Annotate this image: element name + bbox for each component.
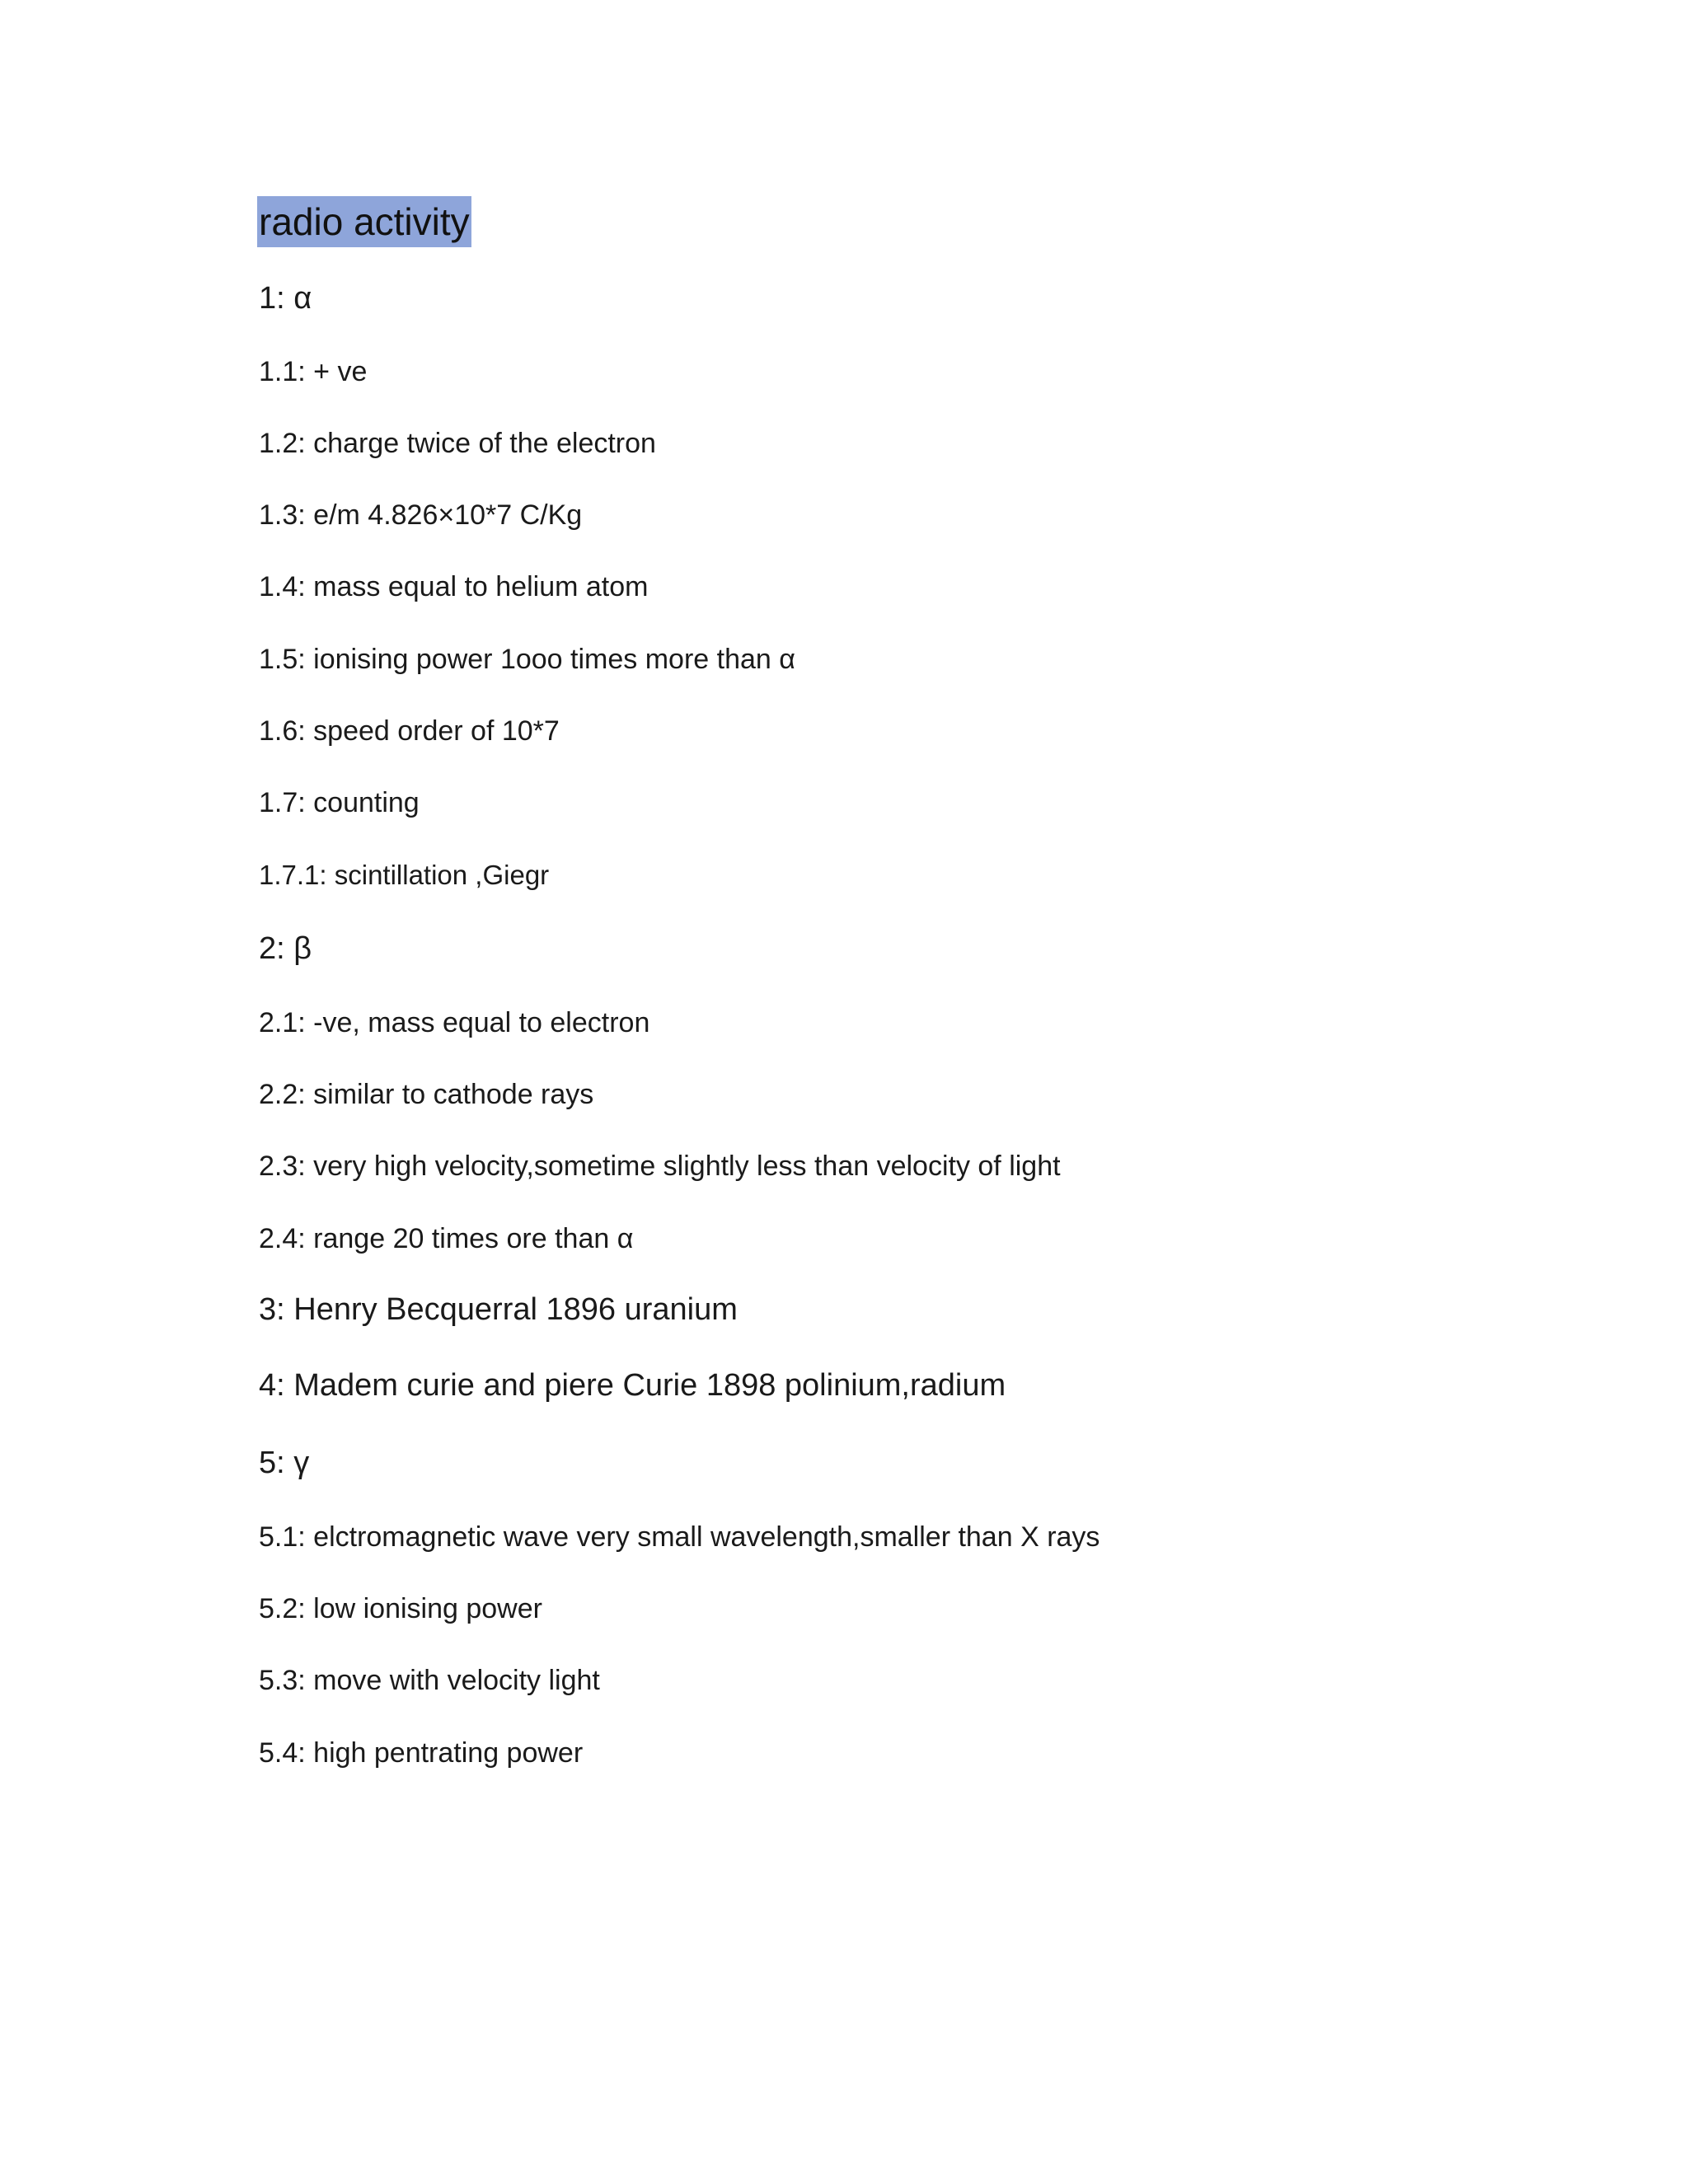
- outline-item-2-2: 2.2: similar to cathode rays: [259, 1079, 594, 1110]
- outline-item-1: 1: α: [259, 281, 312, 316]
- outline-item-2-1: 2.1: -ve, mass equal to electron: [259, 1007, 650, 1038]
- outline-item-5-2: 5.2: low ionising power: [259, 1593, 542, 1624]
- outline-item-1-4: 1.4: mass equal to helium atom: [259, 571, 649, 602]
- outline-item-1-6: 1.6: speed order of 10*7: [259, 715, 560, 747]
- document-title[interactable]: radio activity: [257, 196, 471, 247]
- outline-item-4: 4: Madem curie and piere Curie 1898 polinium,radium: [259, 1368, 1006, 1403]
- outline-item-2-4: 2.4: range 20 times ore than α: [259, 1223, 634, 1254]
- outline-item-5-3: 5.3: move with velocity light: [259, 1665, 600, 1696]
- outline-item-5-4: 5.4: high pentrating power: [259, 1737, 584, 1769]
- outline-item-1-7-1: 1.7.1: scintillation ,Giegr: [259, 860, 550, 890]
- outline-item-3: 3: Henry Becquerral 1896 uranium: [259, 1292, 738, 1327]
- outline-item-1-2: 1.2: charge twice of the electron: [259, 428, 656, 459]
- outline-item-5-1: 5.1: elctromagnetic wave very small wavelength,smaller than X rays: [259, 1521, 1100, 1553]
- outline-item-2-3: 2.3: very high velocity,sometime slightly less than velocity of light: [259, 1151, 1061, 1182]
- outline-item-1-3: 1.3: e/m 4.826×10*7 C/Kg: [259, 499, 583, 531]
- outline-item-1-5: 1.5: ionising power 1ooo times more than α: [259, 644, 795, 675]
- outline-item-2: 2: β: [259, 931, 312, 966]
- outline-item-1-1: 1.1: + ve: [259, 356, 368, 387]
- outline-item-1-7: 1.7: counting: [259, 787, 420, 818]
- outline-item-5: 5: γ: [259, 1446, 310, 1480]
